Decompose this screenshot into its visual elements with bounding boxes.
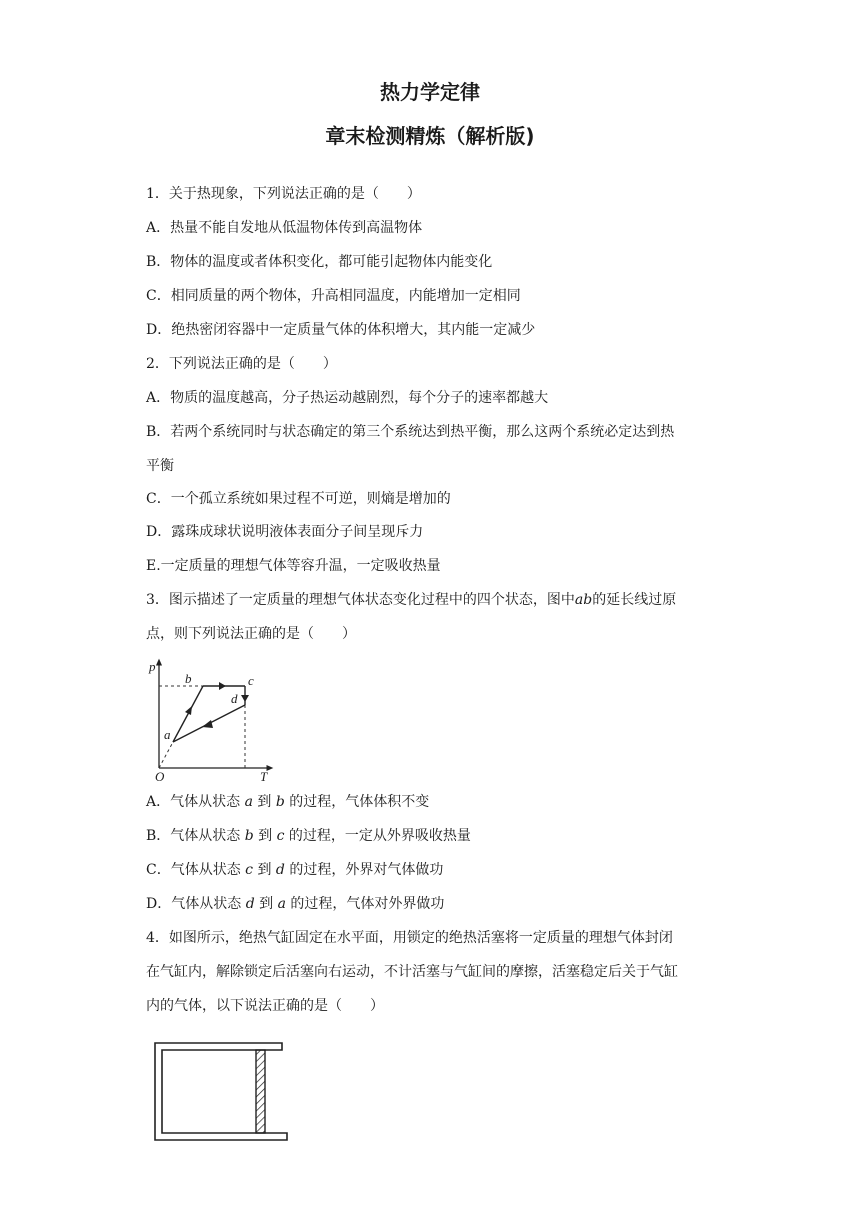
q2-option-b-line2: 平衡 — [146, 458, 174, 474]
q3-stem-line2: 点，则下列说法正确的是（ ） — [146, 626, 356, 642]
q3-stem-line1: 3．图示描述了一定质量的理想气体状态变化过程中的四个状态，图中ab的延长线过原 — [146, 592, 677, 608]
q4-stem-line2: 在气缸内，解除锁定后活塞向右运动，不计活塞与气缸间的摩擦，活塞稳定后关于气缸 — [146, 964, 678, 980]
q3-option-c: C．气体从状态 c 到 d 的过程，外界对气体做功 — [146, 862, 444, 878]
arrow-b-c — [219, 682, 226, 690]
arrow-d-a — [202, 720, 213, 728]
q2-option-e: E.一定质量的理想气体等容升温，一定吸收热量 — [146, 558, 441, 574]
q3-option-a: A．气体从状态 a 到 b 的过程，气体体积不变 — [146, 794, 430, 810]
label-c: c — [248, 673, 254, 688]
label-origin: O — [155, 769, 165, 782]
q3-option-d: D．气体从状态 d 到 a 的过程，气体对外界做功 — [146, 896, 445, 912]
q2-stem: 2．下列说法正确的是（ ） — [146, 356, 337, 372]
q1-option-b: B．物体的温度或者体积变化，都可能引起物体内能变化 — [146, 254, 493, 270]
arrow-a-b — [185, 706, 192, 715]
q3-option-b: B．气体从状态 b 到 c 的过程，一定从外界吸收热量 — [146, 828, 471, 844]
label-b: b — [185, 671, 192, 686]
piston — [256, 1050, 265, 1133]
arrow-c-d — [241, 695, 249, 702]
q2-option-a: A．物质的温度越高，分子热运动越剧烈，每个分子的速率都越大 — [146, 390, 549, 406]
q1-stem: 1．关于热现象，下列说法正确的是（ ） — [146, 186, 421, 202]
q2-option-c: C．一个孤立系统如果过程不可逆，则熵是增加的 — [146, 491, 451, 507]
label-p: p — [149, 659, 156, 674]
cylinder-wall — [155, 1043, 287, 1140]
q2-option-b-line1: B．若两个系统同时与状态确定的第三个系统达到热平衡，那么这两个系统必定达到热 — [146, 424, 675, 440]
q1-option-a: A．热量不能自发地从低温物体传到高温物体 — [146, 220, 423, 236]
cylinder-piston-figure — [150, 1040, 295, 1145]
q1-option-d: D．绝热密闭容器中一定质量气体的体积增大，其内能一定减少 — [146, 322, 536, 338]
label-d: d — [231, 691, 238, 706]
q4-stem-line1: 4．如图所示，绝热气缸固定在水平面，用锁定的绝热活塞将一定质量的理想气体封闭 — [146, 930, 673, 946]
q2-option-d: D．露珠成球状说明液体表面分子间呈现斥力 — [146, 524, 424, 540]
pt-graph-figure — [145, 657, 280, 782]
label-a: a — [164, 727, 171, 742]
document-subtitle: 章末检测精炼（解析版) — [325, 124, 535, 148]
label-t: T — [260, 769, 268, 782]
document-title: 热力学定律 — [380, 80, 480, 104]
q1-option-c: C．相同质量的两个物体，升高相同温度，内能增加一定相同 — [146, 288, 521, 304]
q4-stem-line3: 内的气体，以下说法正确的是（ ） — [146, 998, 384, 1014]
